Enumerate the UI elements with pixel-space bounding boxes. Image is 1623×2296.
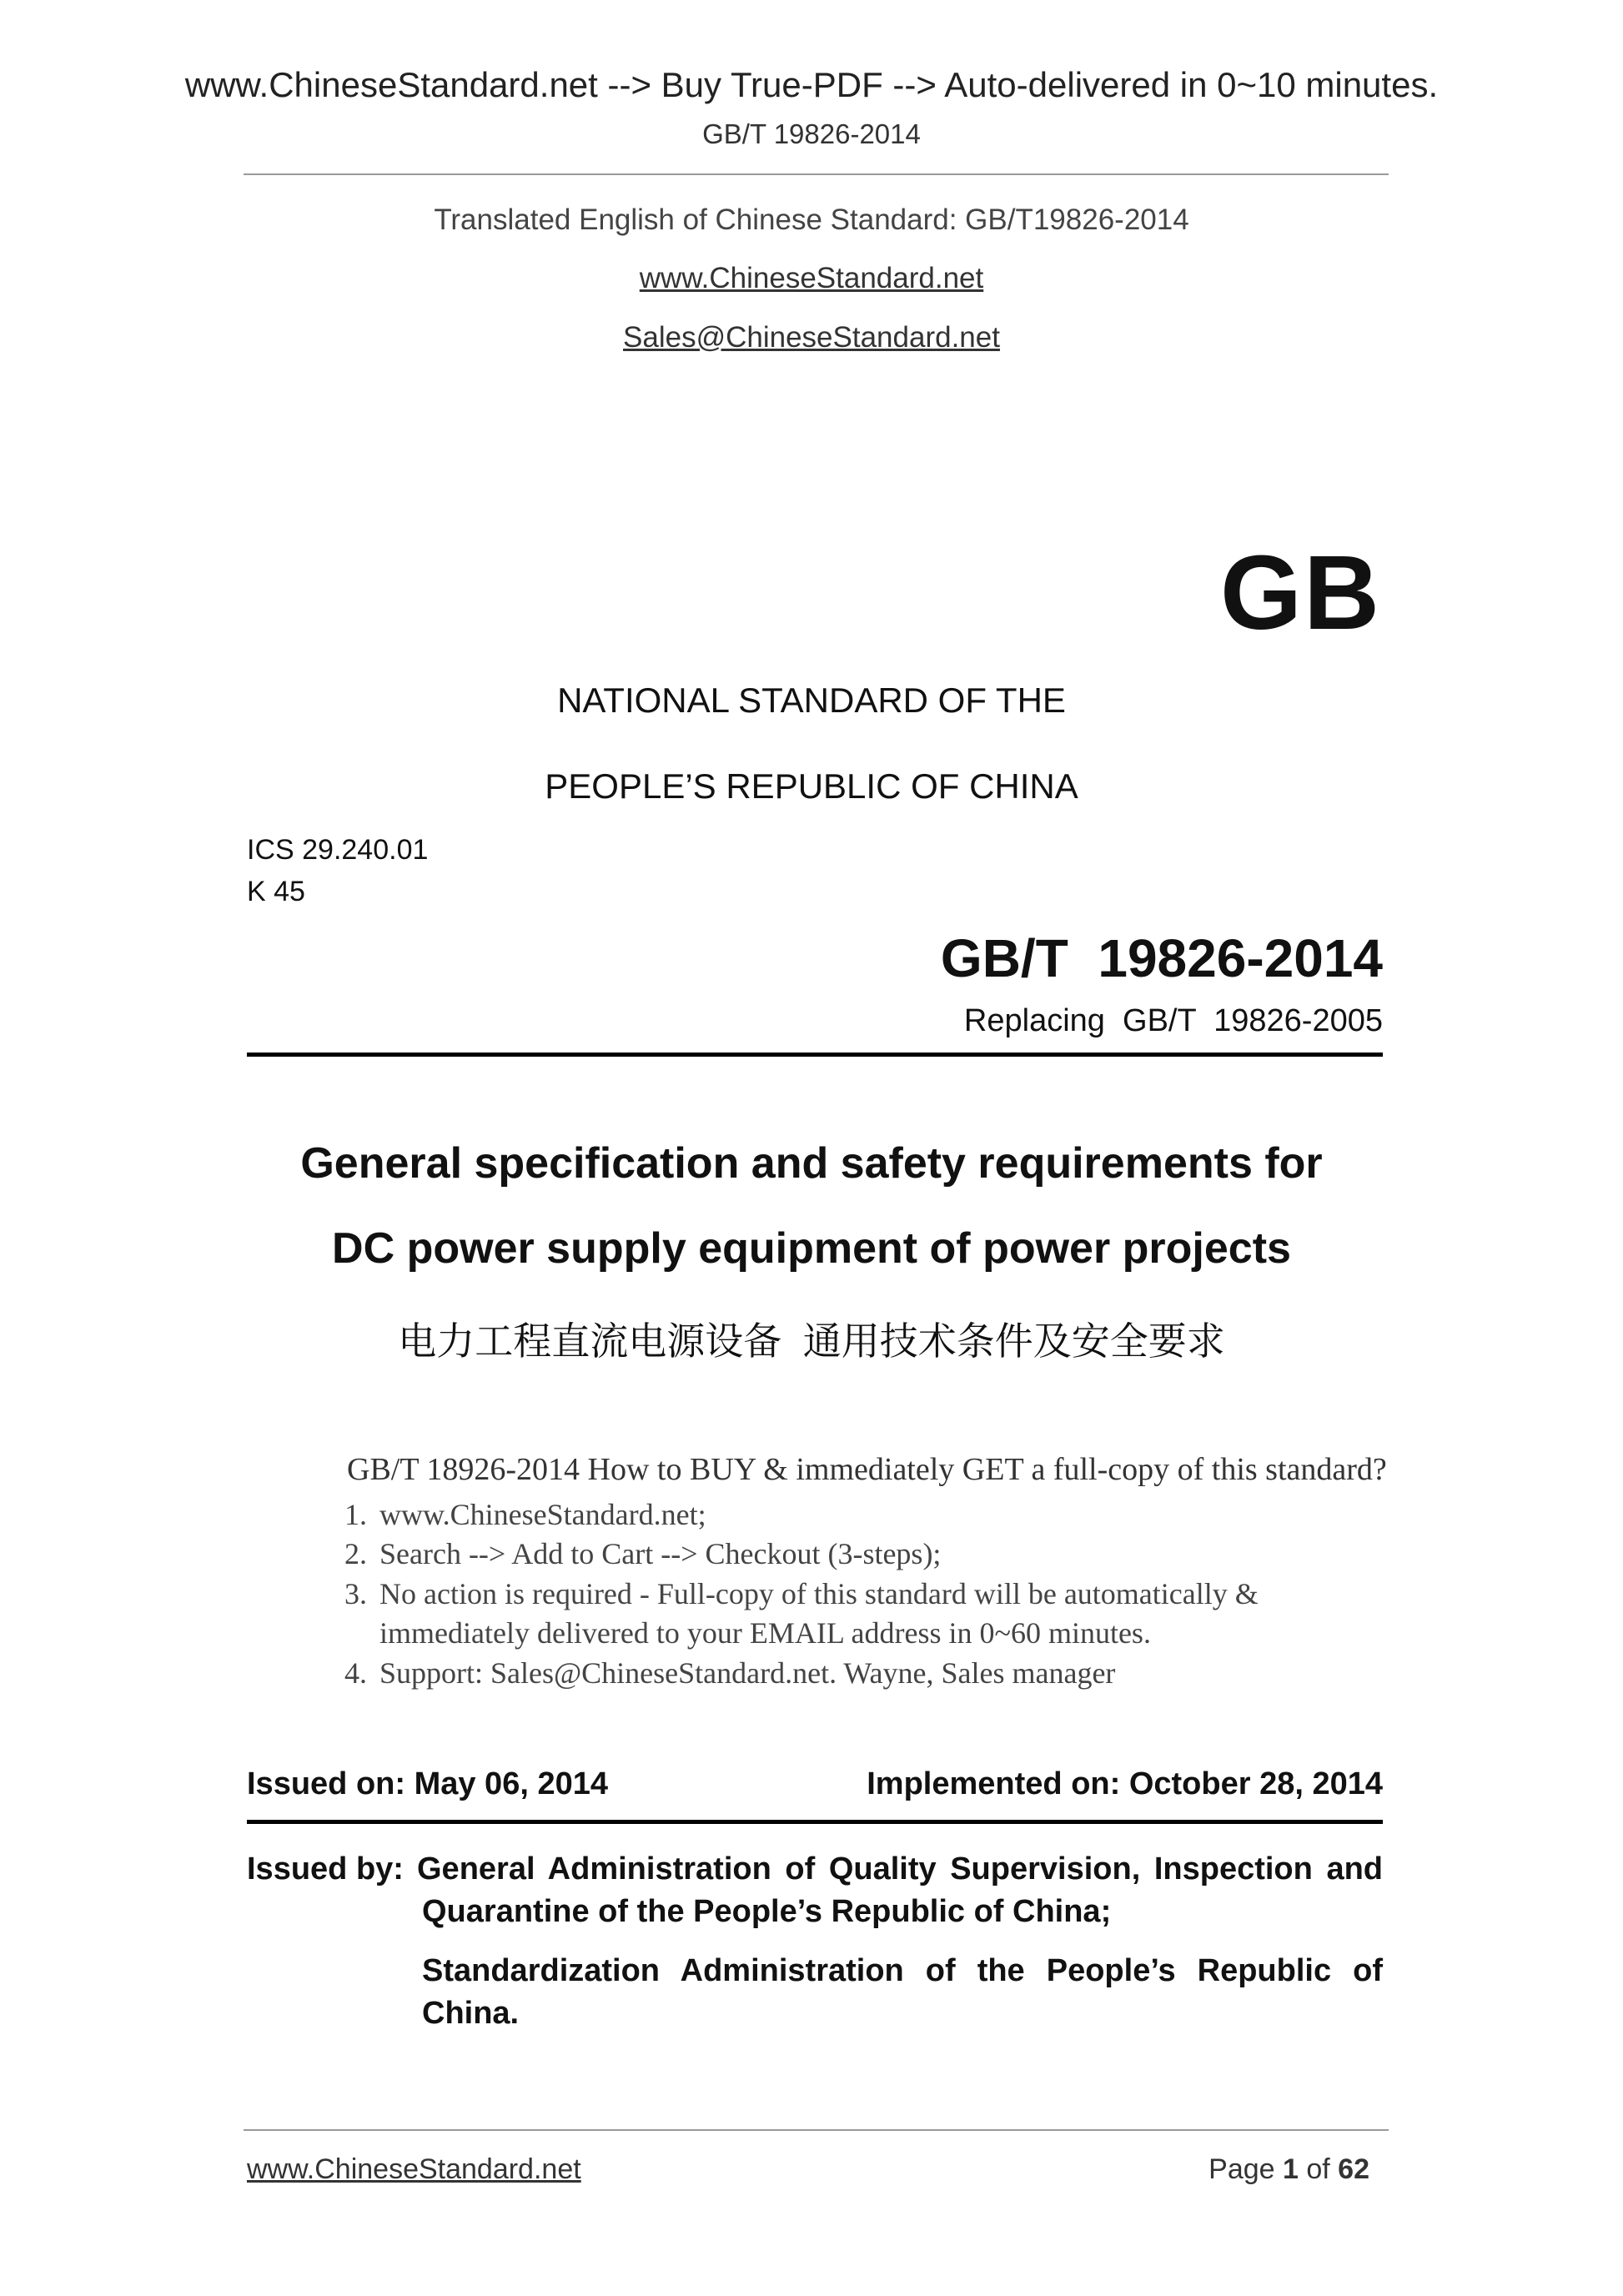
buy-item-text: immediately delivered to your EMAIL address in 0~60 minutes.	[379, 1616, 1151, 1650]
implemented-date: Implemented on: October 28, 2014	[867, 1766, 1383, 1801]
header-email-row	[0, 321, 1623, 354]
page-mid: of	[1298, 2153, 1339, 2185]
header-email-link[interactable]: Sales@ChineseStandard.net	[623, 321, 1000, 354]
issued-date: Issued on: May 06, 2014	[247, 1766, 608, 1801]
footer-rule	[244, 2129, 1389, 2131]
standard-number: GB/T 19826-2014	[940, 928, 1383, 988]
issued-by-label: Issued by:	[247, 1851, 404, 1887]
header-website-row	[0, 262, 1623, 295]
standard-rule	[247, 1053, 1383, 1057]
issued-by-org2-line1: Standardization Administration of the People’s Republic of	[422, 1953, 1383, 1988]
buy-item-number: 3.	[344, 1577, 367, 1610]
footer-website-row	[247, 2153, 581, 2186]
gb-logo: GB	[1220, 534, 1381, 651]
header-rule	[244, 173, 1389, 175]
k-code: K 45	[247, 876, 305, 907]
buy-item-text: No action is required - Full-copy of this standard will be automatically &	[379, 1577, 1259, 1610]
header-website-link[interactable]: www.ChineseStandard.net	[639, 262, 984, 294]
top-banner: www.ChineseStandard.net --> Buy True-PDF --> Auto-delivered in 0~10 minutes.	[184, 65, 1439, 104]
title-line-2: DC power supply equipment of power projects	[332, 1224, 1291, 1273]
page-prefix: Page	[1208, 2153, 1283, 2185]
buy-item-number: 2.	[344, 1537, 367, 1570]
page-current: 1	[1283, 2153, 1299, 2185]
page-indicator	[1208, 2153, 1369, 2186]
title-line-1: General specification and safety requirements for	[300, 1139, 1323, 1188]
issued-by-org2-line2: China.	[422, 1996, 520, 2031]
footer-website-link[interactable]: www.ChineseStandard.net	[247, 2153, 581, 2185]
dates-rule	[247, 1820, 1383, 1824]
header-code: GB/T 19826-2014	[702, 118, 921, 149]
ics-code: ICS 29.240.01	[247, 834, 429, 866]
buy-item-3	[344, 1576, 1259, 1611]
buy-item-number: 4.	[344, 1656, 367, 1690]
buy-item-text: Support: Sales@ChineseStandard.net. Wayne, Sales manager	[379, 1656, 1116, 1690]
buy-item-1	[344, 1497, 706, 1532]
buy-item-4	[344, 1655, 1115, 1691]
buy-heading: GB/T 18926-2014 How to BUY & immediately GET a full-copy of this standard?	[347, 1452, 1387, 1487]
title-chinese: 电力工程直流电源设备 通用技术条件及安全要求	[398, 1319, 1225, 1363]
buy-item-3-continued	[344, 1615, 1151, 1650]
buy-item-number: 1.	[344, 1498, 367, 1531]
buy-item-text: Search --> Add to Cart --> Checkout (3-steps);	[379, 1537, 942, 1570]
buy-item-text[interactable]: www.ChineseStandard.net;	[379, 1498, 706, 1531]
issued-by-org1-line1: General Administration of Quality Supervision, Inspection and	[417, 1851, 1383, 1887]
translated-line: Translated English of Chinese Standard: GB/T19826-2014	[434, 203, 1189, 236]
issued-by-org1-line2: Quarantine of the People’s Republic of China;	[422, 1894, 1112, 1929]
national-line-2: PEOPLE’S REPUBLIC OF CHINA	[545, 766, 1078, 806]
buy-item-2	[344, 1536, 941, 1571]
replacing-note: Replacing GB/T 19826-2005	[963, 1003, 1383, 1038]
national-line-1: NATIONAL STANDARD OF THE	[557, 681, 1066, 720]
page-total: 62	[1338, 2153, 1369, 2185]
